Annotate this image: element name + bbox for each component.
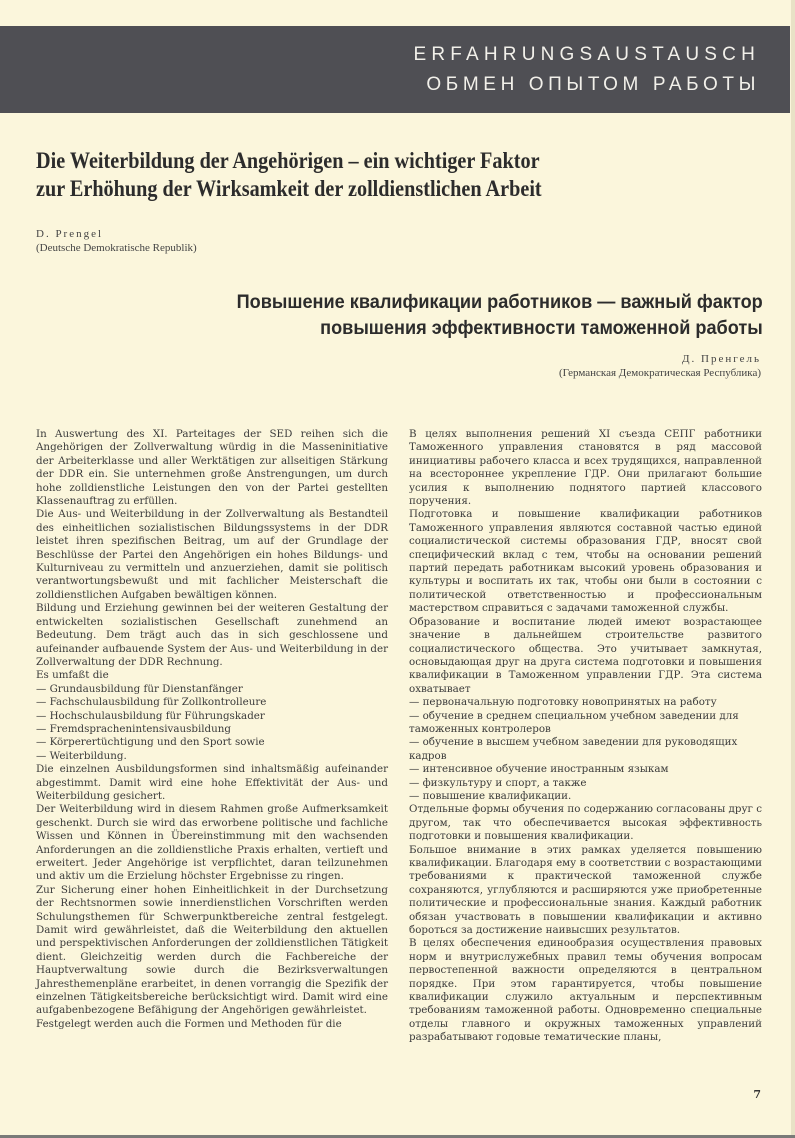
- list-item: — обучение в среднем специальном учебном заведении для таможенных контролеров: [409, 709, 739, 735]
- paragraph: Отдельные формы обучения по содержанию согласованы друг с другом, так что обеспечивается высокая эффективность подготовки и повышения квалификации.: [409, 803, 762, 843]
- paragraph: Festgelegt werden auch die Formen und Methoden für die: [36, 1017, 342, 1030]
- paragraph: Es umfaßt die: [36, 669, 109, 682]
- list-item: — первоначальную подготовку новопринятых на работу: [409, 696, 717, 709]
- list-item: — обучение в высшем учебном заведении для руководящих кадров: [409, 736, 738, 762]
- list-item: — Körperertüchtigung und den Sport sowie: [36, 736, 265, 749]
- author-block-de: [36, 227, 197, 255]
- list-item: — повышение квалификации.: [409, 789, 572, 802]
- paragraph: Образование и воспитание людей имеют возрастающее значение в дальнейшем строительстве развитого социалистического общества. Это учитывает замкнутая, основыдающая друг на друга система подготовки и повышения квалификации в Таможенном управлении ГДР. Эта система охватывает: [409, 615, 762, 695]
- author-country-ru: (Германская Демократическая Республика): [558, 367, 761, 379]
- paragraph: Zur Sicherung einer hohen Einheitlichkeit in der Durchsetzung der Rechtsnormen sowie innerdienstlichen Vorschriften werden Schulungsthemen für Schwerpunktbereiche zentral festgelegt. Damit wird gewährleistet, daß die Weiterbildung den aktuellen und perspektivischen Anforderungen der zolldienstlichen Tätigkeit dient. Gleichzeitig werden durch die Fachbereiche der Hauptverwaltung sowie durch die Bezirksverwaltungen Jahresthemenpläne erarbeitet, in denen vorrangig die Spezifik der einzelnen Tätigkeitsbereiche berücksichtigt wird. Damit wird eine aufgabenbezogene Befähigung der Angehörigen gewährleistet.: [36, 883, 388, 1017]
- article-title-ru: [237, 289, 763, 341]
- list-item: — интенсивное обучение иностранным языкам: [409, 763, 669, 776]
- author-country-de: (Deutsche Demokratische Republik): [36, 242, 197, 254]
- article-title-de-line: Die Weiterbildung der Angehörigen – ein wichtiger Faktor: [36, 148, 540, 174]
- paragraph: В целях выполнения решений XI съезда СЕПГ работники Таможенного управления становятся в ряд массовой инициативы рабочего класса и всех трудящихся, направленной на всестороннее укрепление ГДР. Они прилагают большие усилия к выполнению поднятого партией классового поручения.: [409, 428, 762, 508]
- paragraph: Bildung und Erziehung gewinnen bei der weiteren Gestaltung der entwickelten sozialistischen Gesellschaft zunehmend an Bedeutung. Dem trägt auch das in sich geschlossene und aufeinander aufbauende System der Aus- und Weiterbildung in der Zollverwaltung der DDR Rechnung.: [36, 602, 388, 668]
- article-title-ru-line: Повышение квалификации работников — важный фактор: [236, 291, 763, 313]
- paragraph: In Auswertung des XI. Parteitages der SED reihen sich die Angehörigen der Zollverwaltung würdig in die Masseninitiative der Arbeiterklasse und aller Werktätigen zur allseitigen Stärkung der DDR ein. Sie unternehmen große Anstrengungen, um durch hohe zolldienstliche Leistungen den von der Partei gestellten Klassenauftrag zu erfüllen.: [36, 428, 388, 508]
- list-item: — Fachschulausbildung für Zollkontrolleure: [36, 696, 267, 709]
- paragraph: В целях обеспечения единообразия осуществления правовых норм и внутрислужебных правил темы обучения вопросам первостепенной важности определяются в центральном порядке. При этом гарантируется, чтобы повышение квалификации служило актуальным и перспективным требованиям таможенной работы. Одновременно специальные отделы главного и окружных таможенных управлений разрабатывают годовые тематические планы,: [409, 937, 762, 1044]
- paragraph: Большое внимание в этих рамках уделяется повышению квалификации. Благодаря ему в соответствии с возрастающими требованиями к практической таможенной службе сохраняются, углубляются и расширяются уже приобретенные политические и профессиональные знания. Каждый работник обязан участвовать в повышении квалификации и активно бороться за достижение наивысших результатов.: [409, 843, 762, 937]
- paragraph: Der Weiterbildung wird in diesem Rahmen große Aufmerksamkeit geschenkt. Durch sie wird das erworbene politische und fachliche Wissen und Können in Übereinstimmung mit den wachsenden Anforderungen an die zolldienstliche Praxis erhalten, vertieft und erweitert. Jeder Angehörige ist verpflichtet, daran teilzunehmen und aktiv um die Erzielung höchster Ergebnisse zu ringen.: [36, 803, 388, 883]
- article-title-ru-line: повышения эффективности таможенной работы: [320, 317, 763, 339]
- article-title-de: [36, 147, 638, 203]
- paragraph: Подготовка и повышение квалификации работников Таможенного управления являются составной частью единой социалистической системы образования ГДР, вносят свой специфический вклад с тем, чтобы на основании решений партий передать работникам высокий уровень образования и культуры и воспитать их так, чтобы они были в состоянии с политической ответственностью и профессиональным мастерством справиться с задачами таможенной службы.: [409, 508, 762, 615]
- list-item: — Weiterbildung.: [36, 749, 127, 762]
- author-name-ru: Д. Пренгель: [682, 353, 761, 365]
- author-name-de: D. Prengel: [36, 228, 104, 240]
- section-banner: [0, 26, 790, 113]
- page-number: 7: [753, 1088, 761, 1101]
- body-column-ru: [409, 428, 762, 1045]
- section-title-ru: ОБМЕН ОПЫТОМ РАБОТЫ: [426, 74, 760, 95]
- section-title-de: ERFAHRUNGSAUSTAUSCH: [413, 44, 760, 65]
- list-item: — Hochschulausbildung für Führungskader: [36, 709, 265, 722]
- author-block-ru: [559, 352, 761, 380]
- body-column-de: [36, 428, 388, 1031]
- paragraph: Die Aus- und Weiterbildung in der Zollverwaltung als Bestandteil des einheitlichen sozialistischen Bildungssystems in der DDR leistet ihren spezifischen Beitrag, um auf der Grundlage der Beschlüsse der Partei den Angehörigen ein hohes Bildungs- und Kulturniveau zu vermitteln und anzuerziehen, damit sie politisch verantwortungsbewußt und mit fachlicher Meisterschaft die zolldienstlichen Aufgaben bewältigen können.: [36, 508, 388, 601]
- list-item: — Grundausbildung für Dienstanfänger: [36, 682, 243, 695]
- paragraph: Die einzelnen Ausbildungsformen sind inhaltsmäßig aufeinander abgestimmt. Damit wird eine hohe Effektivität der Aus- und Weiterbildung gesichert.: [36, 763, 388, 802]
- list-item: — физкультуру и спорт, а также: [409, 776, 587, 789]
- list-item: — Fremdsprachenintensivausbildung: [36, 722, 232, 735]
- article-title-de-line: zur Erhöhung der Wirksamkeit der zolldienstlichen Arbeit: [36, 176, 542, 202]
- page-edge: [791, 0, 795, 1138]
